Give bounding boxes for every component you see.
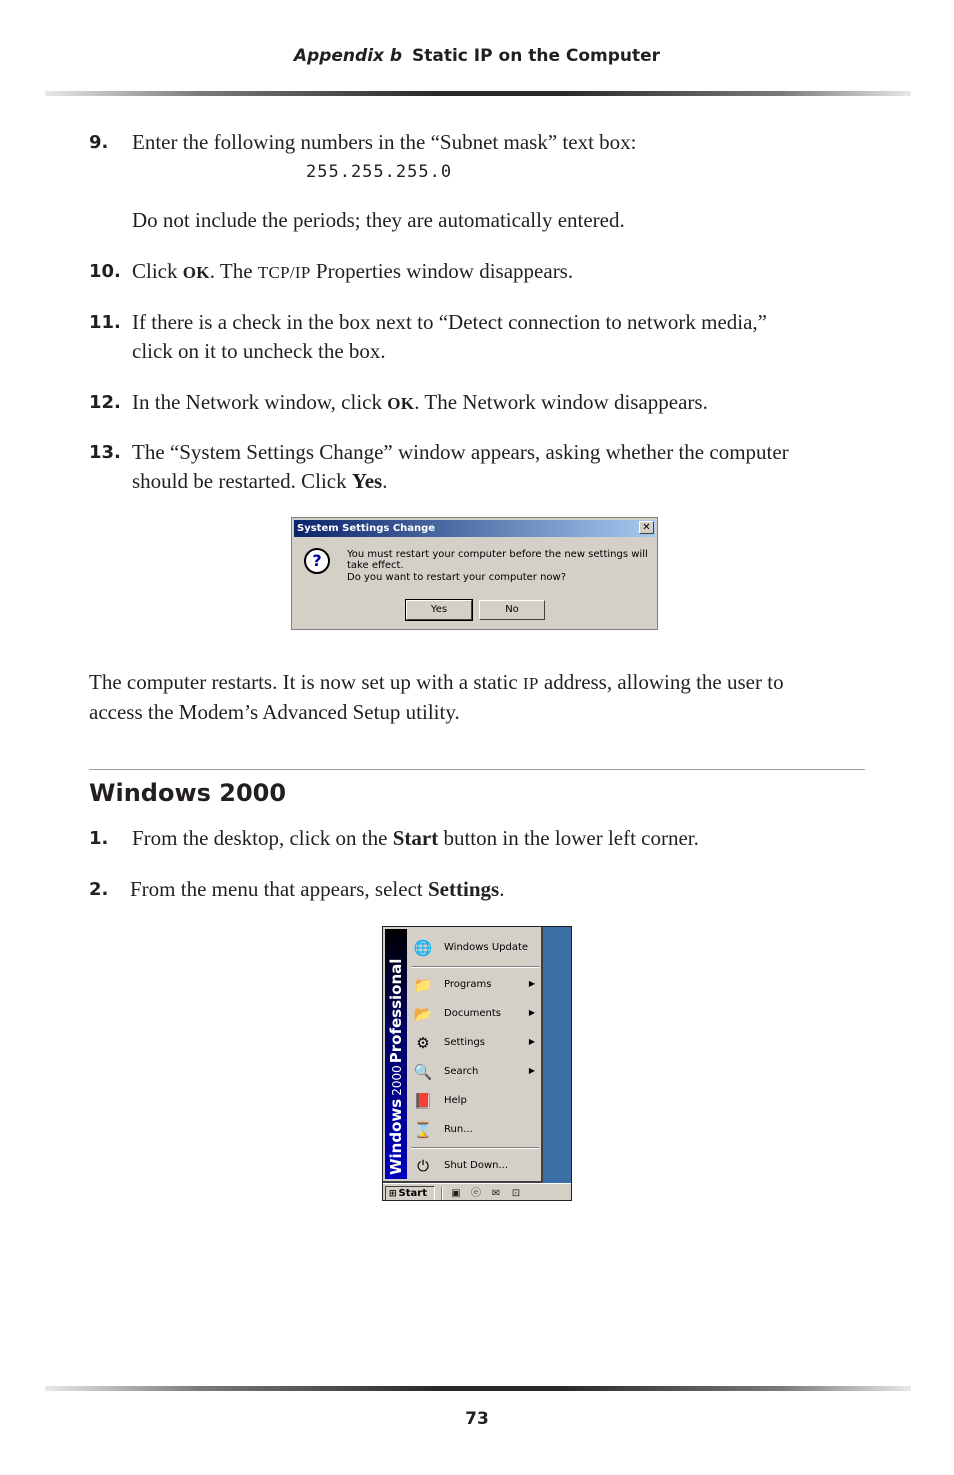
menu-separator [411,1147,539,1149]
text-run: . The Network window disappears. [414,390,708,414]
step-text [132,824,869,853]
header-appendix: Appendix b [293,46,403,66]
step-number: 13. [89,442,121,463]
text-run: The computer restarts. It is now set up with a static [89,670,523,694]
start-button-label: Start [398,1188,427,1199]
run-icon: ⌛ [413,1121,433,1139]
step-9 [89,128,869,157]
section-heading: Windows 2000 [89,779,287,807]
network-icon[interactable]: ⊡ [511,1188,521,1199]
step-13 [89,438,869,496]
dialog-message-question: Do you want to restart your computer now? [347,572,567,583]
menu-item-settings[interactable] [411,1030,539,1056]
w2k-step-1 [89,824,869,853]
text-line: access the Modem’s Advanced Setup utility. [89,700,460,724]
step-number: 10. [89,261,121,282]
menu-item-label: Windows Update [444,942,529,953]
submenu-arrow-icon: ▶ [528,1008,535,1017]
text-run: From the menu that appears, select [130,877,428,901]
dialog-title-bar: System Settings Change [294,520,655,537]
banner-text [385,929,407,1175]
tcpip-term: TCP/IP [257,263,311,282]
header-title: Static IP on the Computer [412,46,661,66]
submenu-arrow-icon: ▶ [528,979,535,988]
menu-item-shut-down[interactable] [411,1153,539,1179]
subnet-mask-value: 255.255.255.0 [306,162,453,182]
step-number: 1. [89,828,109,849]
text-line: The “System Settings Change” window appears, asking whether the computer [132,440,789,464]
text-line [89,668,879,698]
w2k-step-2 [89,875,869,904]
submenu-arrow-icon: ▶ [528,1037,535,1046]
ok-keyword: OK [182,263,210,282]
programs-folder-icon: 📁 [413,976,433,994]
step-text [132,257,869,287]
submenu-arrow-icon: ▶ [528,1066,535,1075]
menu-item-documents[interactable] [411,1001,539,1027]
menu-item-label: Search [444,1066,479,1077]
internet-explorer-icon[interactable]: ⓔ [471,1188,481,1199]
yes-keyword: Yes [351,469,383,493]
text-run: . [499,877,505,901]
show-desktop-icon[interactable]: ▣ [451,1188,461,1199]
menu-item-label: Help [444,1095,467,1106]
menu-item-label: Settings [444,1037,486,1048]
menu-item-search[interactable] [411,1059,539,1085]
step-text [132,308,869,366]
text-run: In the Network window, click [132,390,388,414]
text-run: should be restarted. Click [132,469,352,493]
step-10 [89,257,869,287]
menu-item-programs[interactable] [411,972,539,998]
banner-professional: Professional [387,958,405,1064]
restart-paragraph [89,668,879,727]
step-text [130,875,869,904]
step-text [132,438,869,496]
globe-icon: 🌐 [413,939,433,957]
menu-separator [411,966,539,968]
text-run: . The [209,259,258,283]
menu-item-label: Run... [444,1124,473,1135]
taskbar [383,1183,572,1201]
start-menu-banner [385,929,407,1179]
start-button[interactable] [385,1186,435,1201]
question-icon: ? [304,548,330,574]
menu-item-run[interactable] [411,1117,539,1143]
start-menu-screenshot [382,926,572,1201]
text-run: Click [132,259,183,283]
windows-flag-icon: ⊞ [389,1189,397,1199]
menu-item-label: Programs [444,979,492,990]
step-number: 9. [89,132,109,153]
no-button[interactable]: No [479,600,545,620]
text-run: button in the lower left corner. [438,826,699,850]
text-run: . [382,469,388,493]
ip-term: IP [522,674,539,693]
step-number: 11. [89,312,121,333]
text-run: address, allowing the user to [538,670,784,694]
banner-windows: Windows [387,1098,405,1175]
yes-button[interactable]: Yes [406,600,472,620]
running-header [0,46,954,66]
taskbar-separator [441,1187,443,1200]
settings-keyword: Settings [428,877,500,901]
menu-item-label: Shut Down... [444,1160,508,1171]
menu-item-label: Documents [444,1008,502,1019]
ok-keyword: OK [387,394,415,413]
section-divider [89,769,865,770]
step-number: 12. [89,392,121,413]
text-run: Properties window disappears. [310,259,574,283]
page-number: 73 [465,1409,489,1429]
dialog-message-restart: You must restart your computer before the new settings will take effect. [347,549,648,571]
start-keyword: Start [392,826,439,850]
banner-2000: 2000 [390,1065,404,1096]
settings-icon: ⚙ [416,1034,430,1052]
step-text [132,388,869,418]
system-settings-change-dialog [291,517,658,630]
text-line: click on it to uncheck the box. [132,339,386,363]
header-rule [45,91,911,96]
step-12 [89,388,869,418]
shutdown-icon: ⏻ [417,1157,429,1175]
start-menu [383,927,543,1183]
outlook-express-icon[interactable]: ✉ [491,1188,501,1199]
close-icon[interactable]: ✕ [639,521,654,534]
periods-note: Do not include the periods; they are automatically entered. [132,208,625,232]
help-book-icon: 📕 [413,1092,433,1110]
step-11 [89,308,869,366]
documents-folder-icon: 📂 [413,1005,433,1023]
text-line: If there is a check in the box next to “Detect connection to network media,” [132,310,768,334]
text-line [132,467,869,496]
text-run: From the desktop, click on the [132,826,393,850]
step-text: Enter the following numbers in the “Subnet mask” text box: [132,130,637,154]
search-icon: 🔍 [413,1063,433,1081]
menu-item-help[interactable] [411,1088,539,1114]
step-number: 2. [89,879,109,900]
footer-rule [45,1386,911,1391]
menu-item-windows-update[interactable] [411,935,539,961]
